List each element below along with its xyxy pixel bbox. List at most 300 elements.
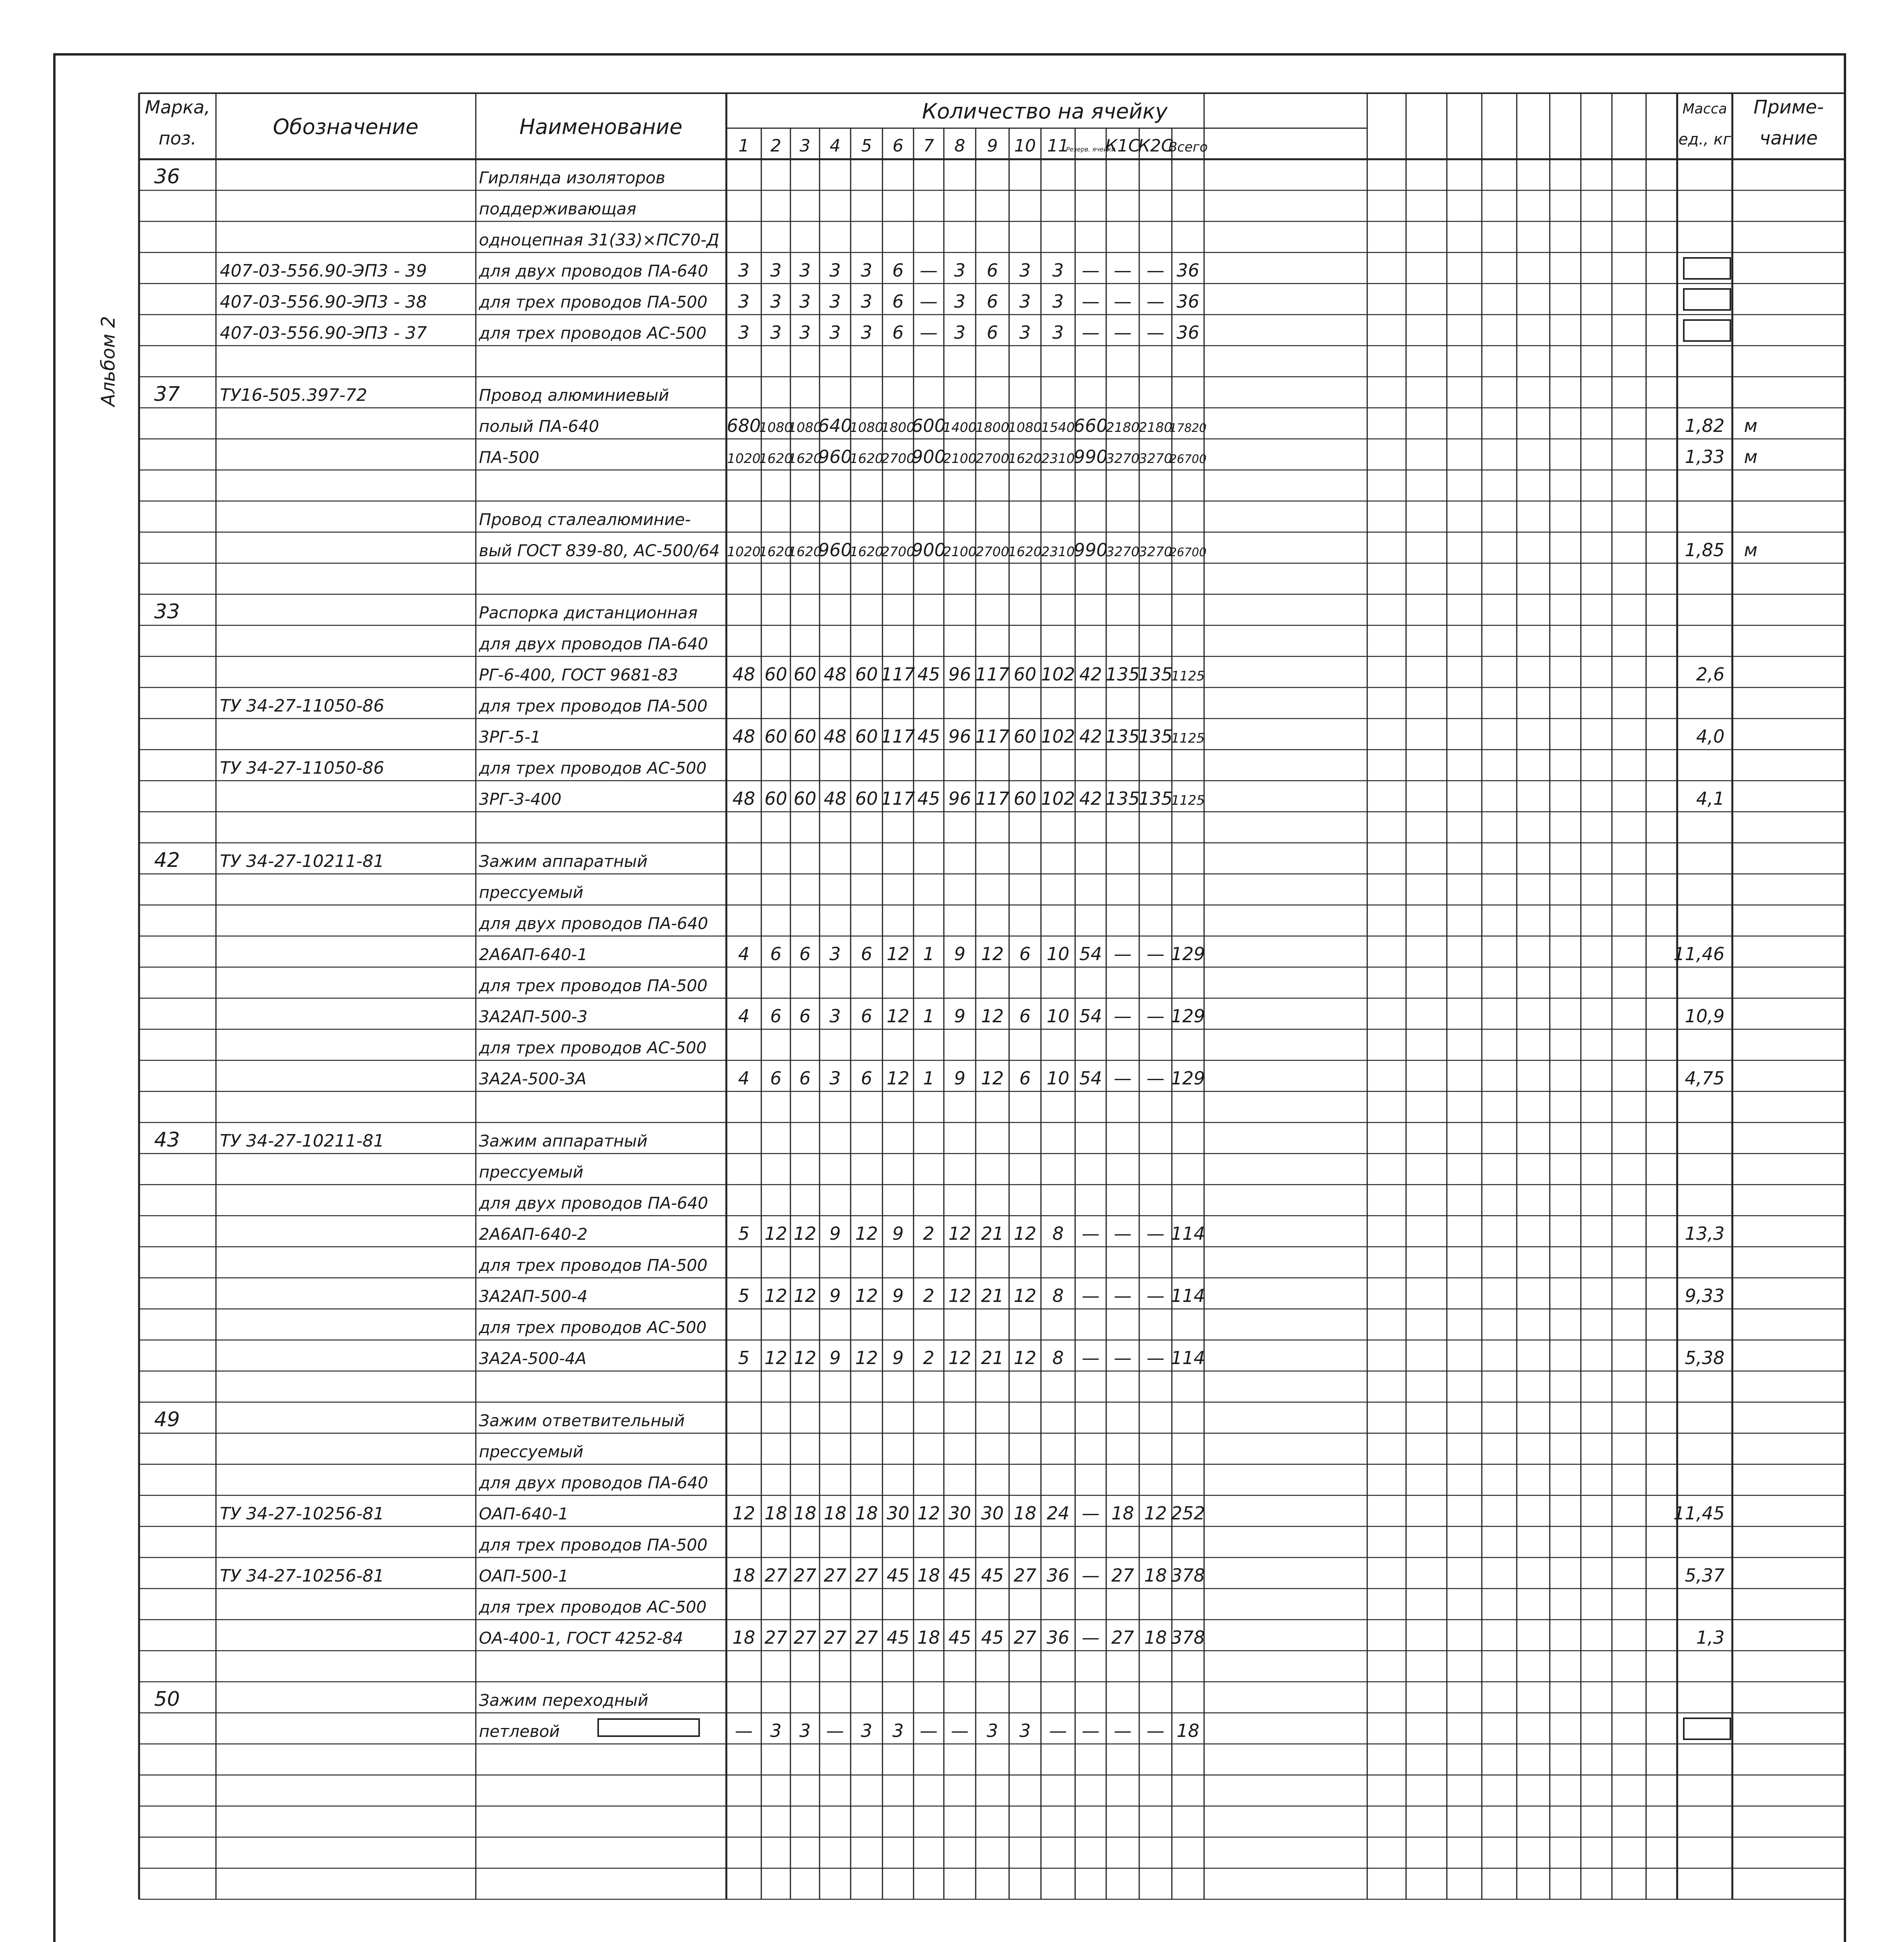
- qty-cell: —: [1147, 1285, 1164, 1306]
- qty-cell: 6: [892, 322, 904, 343]
- qty-cell: 1: [923, 1006, 935, 1027]
- qty-cell: 18: [732, 1565, 755, 1586]
- item-name: для трех проводов АС-500: [479, 759, 707, 778]
- qty-cell: 27: [764, 1627, 787, 1648]
- qty-cell: 102: [1041, 726, 1075, 747]
- qty-cell: 3270: [1138, 544, 1173, 560]
- qty-cell: 6: [892, 260, 904, 281]
- qty-cell: 48: [732, 788, 755, 809]
- qty-cell: 27: [1013, 1565, 1037, 1586]
- qty-cell: 9: [892, 1347, 904, 1368]
- qty-cell: 60: [855, 664, 878, 685]
- qty-cell: 17820: [1169, 421, 1207, 435]
- unit-mass: 11,45: [1673, 1503, 1725, 1524]
- qty-cell: 960: [818, 539, 852, 560]
- qty-cell: —: [1114, 260, 1132, 281]
- qty-cell: 6: [892, 291, 904, 312]
- qty-cell: 660: [1074, 415, 1108, 436]
- unit-mass: 9,33: [1685, 1285, 1725, 1306]
- qty-cell: —: [1114, 322, 1132, 343]
- qty-cell: —: [1114, 943, 1132, 964]
- qty-cell: 12: [855, 1285, 878, 1306]
- qty-cell: 117: [975, 664, 1009, 685]
- item-name: Распорка дистанционная: [479, 603, 698, 622]
- qty-cell: 3: [799, 322, 811, 343]
- qty-cell: 1020: [727, 544, 761, 560]
- qty-cell: 45: [917, 788, 940, 809]
- qty-cell: 8: [1052, 1223, 1064, 1244]
- unit-mass: 4,75: [1685, 1068, 1725, 1089]
- qty-cell: 3: [770, 1720, 782, 1741]
- qty-cell: 9: [892, 1285, 904, 1306]
- qty-cell: 36: [1177, 322, 1199, 343]
- qty-cell: 26700: [1169, 452, 1207, 466]
- qty-cell: 3: [829, 1068, 841, 1089]
- unit-mass: 1,82: [1685, 415, 1725, 436]
- qty-cell: 9: [954, 1006, 966, 1027]
- qty-cell: 48: [732, 664, 755, 685]
- qty-cell: —: [1114, 1285, 1132, 1306]
- item-name: 2А6АП-640-2: [479, 1225, 588, 1244]
- qty-cell: 60: [794, 664, 816, 685]
- qty-cell: —: [1114, 291, 1132, 312]
- qty-cell: 12: [794, 1347, 816, 1368]
- qty-cell: 21: [981, 1347, 1004, 1368]
- qty-cell: 3: [770, 260, 782, 281]
- qty-cell: —: [1147, 943, 1164, 964]
- unit: м: [1744, 446, 1758, 467]
- qty-cell: —: [1147, 322, 1164, 343]
- qty-cell: 3: [1019, 1720, 1031, 1741]
- qty-cell: 1620: [759, 451, 793, 466]
- qty-cell: 135: [1138, 788, 1173, 809]
- qty-cell: 3: [829, 291, 841, 312]
- item-name: ОАП-500-1: [479, 1566, 569, 1585]
- item-name: Гирлянда изоляторов: [479, 168, 665, 187]
- qty-cell: 60: [764, 726, 787, 747]
- qty-cell: 18: [917, 1565, 940, 1586]
- designation: 407-03-556.90-ЭП3 - 38: [220, 292, 427, 312]
- header-cell-3: 3: [799, 136, 811, 156]
- qty-cell: 900: [912, 446, 946, 467]
- qty-cell: 4: [738, 1068, 750, 1089]
- qty-cell: 2310: [1041, 451, 1075, 466]
- qty-cell: —: [1114, 1068, 1132, 1089]
- item-name: одноцепная 31(33)×ПС70-Д: [479, 230, 719, 249]
- qty-cell: 48: [823, 788, 847, 809]
- header-cell-4: 4: [830, 136, 841, 156]
- qty-cell: 6: [799, 943, 811, 964]
- qty-cell: 640: [818, 415, 852, 436]
- qty-cell: 30: [948, 1503, 971, 1524]
- qty-cell: 9: [829, 1285, 841, 1306]
- qty-cell: 2: [923, 1347, 935, 1368]
- item-name: для трех проводов ПА-500: [479, 1535, 708, 1554]
- qty-cell: 3: [1052, 291, 1064, 312]
- item-name: Зажим переходный: [479, 1691, 649, 1710]
- header-mass-unit: ед., кг: [1678, 131, 1731, 148]
- unit: м: [1744, 415, 1758, 436]
- qty-cell: —: [1082, 1503, 1100, 1524]
- item-name: для двух проводов ПА-640: [479, 261, 708, 280]
- qty-cell: 12: [855, 1223, 878, 1244]
- qty-cell: 12: [886, 943, 910, 964]
- header-quantity: Количество на ячейку: [922, 99, 1168, 124]
- designation: ТУ 34-27-10256-81: [220, 1566, 385, 1586]
- qty-cell: 12: [981, 1006, 1004, 1027]
- position-mark: 43: [154, 1128, 180, 1152]
- qty-cell: —: [1147, 1223, 1164, 1244]
- qty-cell: 9: [892, 1223, 904, 1244]
- qty-cell: 1: [923, 1068, 935, 1089]
- unit-mass: 11,46: [1673, 943, 1725, 964]
- qty-cell: 18: [1144, 1565, 1167, 1586]
- qty-cell: 1620: [849, 544, 884, 560]
- header-note-2: чание: [1760, 127, 1818, 149]
- qty-cell: 27: [1111, 1565, 1134, 1586]
- qty-cell: —: [1114, 1006, 1132, 1027]
- qty-cell: 2100: [943, 451, 977, 466]
- qty-cell: —: [951, 1720, 969, 1741]
- qty-cell: 6: [861, 943, 872, 964]
- qty-cell: —: [1147, 1347, 1164, 1368]
- qty-cell: 1800: [975, 420, 1009, 435]
- header-mark: Марка,: [145, 97, 210, 118]
- qty-cell: 12: [732, 1503, 755, 1524]
- unit-mass: 4,0: [1696, 726, 1725, 747]
- header-name: Наименование: [519, 115, 682, 139]
- qty-cell: 1620: [1008, 544, 1042, 560]
- item-name: 3А2А-500-3А: [479, 1069, 587, 1088]
- qty-cell: 1620: [788, 544, 822, 560]
- header-cell-11: 11: [1047, 136, 1069, 156]
- header-designation: Обозначение: [273, 115, 419, 139]
- qty-cell: 3: [738, 291, 750, 312]
- qty-cell: 3: [1052, 260, 1064, 281]
- qty-cell: —: [1082, 1627, 1100, 1648]
- qty-cell: 45: [917, 726, 940, 747]
- qty-cell: 1125: [1171, 731, 1205, 746]
- unit-mass: 4,1: [1696, 788, 1725, 809]
- qty-cell: 3: [829, 260, 841, 281]
- header-cell-12: Резерв. ячейки: [1066, 146, 1116, 153]
- qty-cell: 42: [1079, 788, 1102, 809]
- qty-cell: 45: [948, 1627, 971, 1648]
- qty-cell: 2: [923, 1285, 935, 1306]
- qty-cell: 45: [917, 664, 940, 685]
- qty-cell: 12: [886, 1068, 910, 1089]
- qty-cell: 27: [1013, 1627, 1037, 1648]
- qty-cell: 3: [770, 291, 782, 312]
- item-name: 3РГ-5-1: [479, 727, 541, 747]
- qty-cell: 96: [948, 726, 971, 747]
- qty-cell: 129: [1171, 943, 1205, 964]
- qty-cell: 114: [1171, 1347, 1205, 1368]
- qty-cell: —: [1147, 260, 1164, 281]
- qty-cell: 9: [829, 1223, 841, 1244]
- qty-cell: 36: [1177, 291, 1199, 312]
- qty-cell: 54: [1079, 943, 1102, 964]
- qty-cell: 3: [954, 260, 966, 281]
- qty-cell: 600: [912, 415, 946, 436]
- qty-cell: 3: [738, 260, 750, 281]
- qty-cell: 12: [764, 1347, 787, 1368]
- qty-cell: 9: [954, 1068, 966, 1089]
- qty-cell: —: [1082, 1285, 1100, 1306]
- qty-cell: 45: [948, 1565, 971, 1586]
- qty-cell: 3: [1052, 322, 1064, 343]
- qty-cell: 60: [1013, 664, 1037, 685]
- qty-cell: 4: [738, 1006, 750, 1027]
- item-name: поддерживающая: [479, 199, 637, 218]
- qty-cell: 18: [1144, 1627, 1167, 1648]
- item-name: РГ-6-400, ГОСТ 9681-83: [479, 665, 678, 684]
- qty-cell: 45: [981, 1627, 1004, 1648]
- position-mark: 50: [154, 1688, 180, 1711]
- qty-cell: 12: [917, 1503, 940, 1524]
- qty-cell: 45: [886, 1627, 910, 1648]
- qty-cell: 8: [1052, 1285, 1064, 1306]
- item-name: для трех проводов ПА-500: [479, 292, 708, 311]
- qty-cell: 2180: [1106, 420, 1140, 435]
- unit-mass: 5,38: [1685, 1347, 1725, 1368]
- item-name: 3А2АП-500-3: [479, 1007, 588, 1026]
- qty-cell: 2180: [1138, 420, 1173, 435]
- qty-cell: 12: [1013, 1223, 1037, 1244]
- qty-cell: 3270: [1106, 544, 1140, 560]
- qty-cell: 3: [1019, 291, 1031, 312]
- qty-cell: 5: [738, 1223, 750, 1244]
- qty-cell: 6: [770, 1068, 782, 1089]
- header-cell-8: 8: [954, 136, 965, 156]
- qty-cell: 18: [855, 1503, 878, 1524]
- qty-cell: 6: [1019, 1006, 1031, 1027]
- qty-cell: 18: [794, 1503, 816, 1524]
- qty-cell: 1080: [849, 420, 884, 435]
- qty-cell: 18: [732, 1627, 755, 1648]
- qty-cell: 1080: [1008, 420, 1042, 435]
- qty-cell: 21: [981, 1223, 1004, 1244]
- designation: ТУ 34-27-11050-86: [220, 696, 385, 716]
- qty-cell: 378: [1171, 1565, 1205, 1586]
- qty-cell: 3: [799, 291, 811, 312]
- item-name: петлевой: [479, 1722, 560, 1741]
- qty-cell: 2700: [881, 544, 915, 560]
- qty-cell: 2310: [1041, 544, 1075, 560]
- qty-cell: 27: [855, 1627, 878, 1648]
- qty-cell: 1020: [727, 451, 761, 466]
- item-name: для трех проводов АС-500: [479, 1038, 707, 1057]
- qty-cell: 10: [1046, 943, 1070, 964]
- qty-cell: 27: [794, 1627, 816, 1648]
- qty-cell: 3: [1019, 322, 1031, 343]
- qty-cell: 1620: [1008, 451, 1042, 466]
- qty-cell: —: [826, 1720, 844, 1741]
- qty-cell: 5: [738, 1347, 750, 1368]
- qty-cell: —: [1114, 1720, 1132, 1741]
- qty-cell: 960: [818, 446, 852, 467]
- qty-cell: 12: [794, 1223, 816, 1244]
- header-cell-13: К1С: [1105, 136, 1140, 156]
- item-name: для трех проводов ПА-500: [479, 976, 708, 995]
- qty-cell: 6: [799, 1068, 811, 1089]
- position-mark: 33: [154, 600, 180, 623]
- header-cell-5: 5: [861, 136, 872, 156]
- header-cell-6: 6: [893, 136, 903, 156]
- qty-cell: 1080: [759, 420, 793, 435]
- qty-cell: 12: [1013, 1347, 1037, 1368]
- qty-cell: 45: [981, 1565, 1004, 1586]
- qty-cell: 3: [861, 322, 872, 343]
- item-name: Зажим аппаратный: [479, 1131, 648, 1150]
- item-name: ОАП-640-1: [479, 1504, 569, 1523]
- qty-cell: 900: [912, 539, 946, 560]
- header-cell-15: Всего: [1168, 139, 1208, 155]
- item-name: полый ПА-640: [479, 417, 599, 436]
- qty-cell: 12: [764, 1285, 787, 1306]
- qty-cell: 3: [1019, 260, 1031, 281]
- designation: 407-03-556.90-ЭП3 - 37: [220, 323, 427, 343]
- qty-cell: 96: [948, 664, 971, 685]
- qty-cell: 60: [1013, 788, 1037, 809]
- item-name: для трех проводов ПА-500: [479, 696, 708, 715]
- qty-cell: 378: [1171, 1627, 1205, 1648]
- qty-cell: 3: [954, 291, 966, 312]
- qty-cell: 3: [829, 322, 841, 343]
- qty-cell: 135: [1105, 664, 1140, 685]
- item-name: для двух проводов ПА-640: [479, 914, 708, 933]
- item-name: для двух проводов ПА-640: [479, 1194, 708, 1213]
- qty-cell: 3: [829, 1006, 841, 1027]
- qty-cell: 27: [855, 1565, 878, 1586]
- designation: ТУ 34-27-10211-81: [220, 851, 385, 871]
- qty-cell: 6: [1019, 943, 1031, 964]
- qty-cell: 117: [881, 726, 915, 747]
- album-label: Альбом 2: [97, 316, 119, 407]
- qty-cell: 2700: [975, 544, 1009, 560]
- item-name: для трех проводов АС-500: [479, 324, 707, 343]
- qty-cell: 18: [917, 1627, 940, 1648]
- qty-cell: —: [920, 1720, 938, 1741]
- item-name: Зажим аппаратный: [479, 852, 648, 871]
- item-name: вый ГОСТ 839-80, АС-500/64: [479, 541, 720, 560]
- qty-cell: 9: [954, 943, 966, 964]
- item-name: Провод сталеалюминие-: [479, 510, 691, 529]
- item-name: 3А2АП-500-4: [479, 1287, 588, 1306]
- qty-cell: 3270: [1138, 451, 1173, 466]
- position-mark: 42: [154, 849, 180, 872]
- item-name: для двух проводов ПА-640: [479, 1473, 708, 1492]
- qty-cell: 117: [975, 726, 1009, 747]
- qty-cell: 54: [1079, 1006, 1102, 1027]
- item-name: для трех проводов ПА-500: [479, 1256, 708, 1275]
- qty-cell: 45: [886, 1565, 910, 1586]
- qty-cell: 8: [1052, 1347, 1064, 1368]
- qty-cell: 12: [948, 1347, 971, 1368]
- qty-cell: 6: [861, 1006, 872, 1027]
- qty-cell: 60: [764, 664, 787, 685]
- designation: ТУ 34-27-10256-81: [220, 1504, 385, 1524]
- qty-cell: —: [1082, 1223, 1100, 1244]
- qty-cell: —: [920, 260, 938, 281]
- qty-cell: 6: [770, 943, 782, 964]
- qty-cell: 990: [1074, 539, 1108, 560]
- unit: м: [1744, 539, 1758, 560]
- qty-cell: 1620: [849, 451, 884, 466]
- qty-cell: 12: [794, 1285, 816, 1306]
- qty-cell: 60: [764, 788, 787, 809]
- qty-cell: 135: [1138, 726, 1173, 747]
- item-name: Зажим ответвительный: [479, 1411, 685, 1430]
- qty-cell: 3: [799, 1720, 811, 1741]
- qty-cell: 48: [823, 726, 847, 747]
- qty-cell: 135: [1105, 726, 1140, 747]
- qty-cell: —: [1114, 1223, 1132, 1244]
- qty-cell: 18: [823, 1503, 847, 1524]
- item-name: для трех проводов АС-500: [479, 1597, 707, 1617]
- qty-cell: 60: [855, 788, 878, 809]
- qty-cell: 1400: [943, 420, 977, 435]
- qty-cell: 27: [764, 1565, 787, 1586]
- qty-cell: 3: [861, 291, 872, 312]
- qty-cell: —: [1082, 322, 1100, 343]
- qty-cell: 27: [823, 1627, 847, 1648]
- qty-cell: 18: [764, 1503, 787, 1524]
- qty-cell: —: [920, 322, 938, 343]
- qty-cell: 2: [923, 1223, 935, 1244]
- item-name: прессуемый: [479, 1162, 583, 1182]
- qty-cell: —: [1147, 291, 1164, 312]
- item-name: ОА-400-1, ГОСТ 4252-84: [479, 1629, 683, 1648]
- qty-cell: 3: [829, 943, 841, 964]
- header-cell-1: 1: [738, 136, 749, 156]
- qty-cell: 48: [732, 726, 755, 747]
- qty-cell: 26700: [1169, 546, 1207, 559]
- qty-cell: 1125: [1171, 793, 1205, 808]
- header-mass: Масса: [1682, 101, 1727, 117]
- qty-cell: 18: [1111, 1503, 1134, 1524]
- qty-cell: 60: [1013, 726, 1037, 747]
- position-mark: 36: [154, 165, 180, 188]
- qty-cell: 30: [886, 1503, 910, 1524]
- qty-cell: —: [1082, 1347, 1100, 1368]
- item-name: прессуемый: [479, 883, 583, 902]
- qty-cell: 12: [948, 1223, 971, 1244]
- header-cell-7: 7: [923, 136, 934, 156]
- qty-cell: 21: [981, 1285, 1004, 1306]
- qty-cell: 6: [770, 1006, 782, 1027]
- qty-cell: 27: [794, 1565, 816, 1586]
- header-cell-2: 2: [770, 136, 781, 156]
- header-cell-14: К2С: [1138, 136, 1173, 156]
- header-note: Приме-: [1753, 96, 1824, 118]
- qty-cell: 1080: [788, 420, 822, 435]
- qty-cell: 12: [981, 943, 1004, 964]
- item-name: для трех проводов АС-500: [479, 1318, 707, 1337]
- qty-cell: 9: [829, 1347, 841, 1368]
- qty-cell: 3270: [1106, 451, 1140, 466]
- qty-cell: —: [1082, 1720, 1100, 1741]
- qty-cell: 60: [794, 788, 816, 809]
- qty-cell: 60: [855, 726, 878, 747]
- qty-cell: 10: [1046, 1068, 1070, 1089]
- qty-cell: 6: [987, 260, 998, 281]
- qty-cell: 96: [948, 788, 971, 809]
- qty-cell: 27: [1111, 1627, 1134, 1648]
- qty-cell: 12: [855, 1347, 878, 1368]
- designation: ТУ 34-27-11050-86: [220, 758, 385, 778]
- qty-cell: 3: [770, 322, 782, 343]
